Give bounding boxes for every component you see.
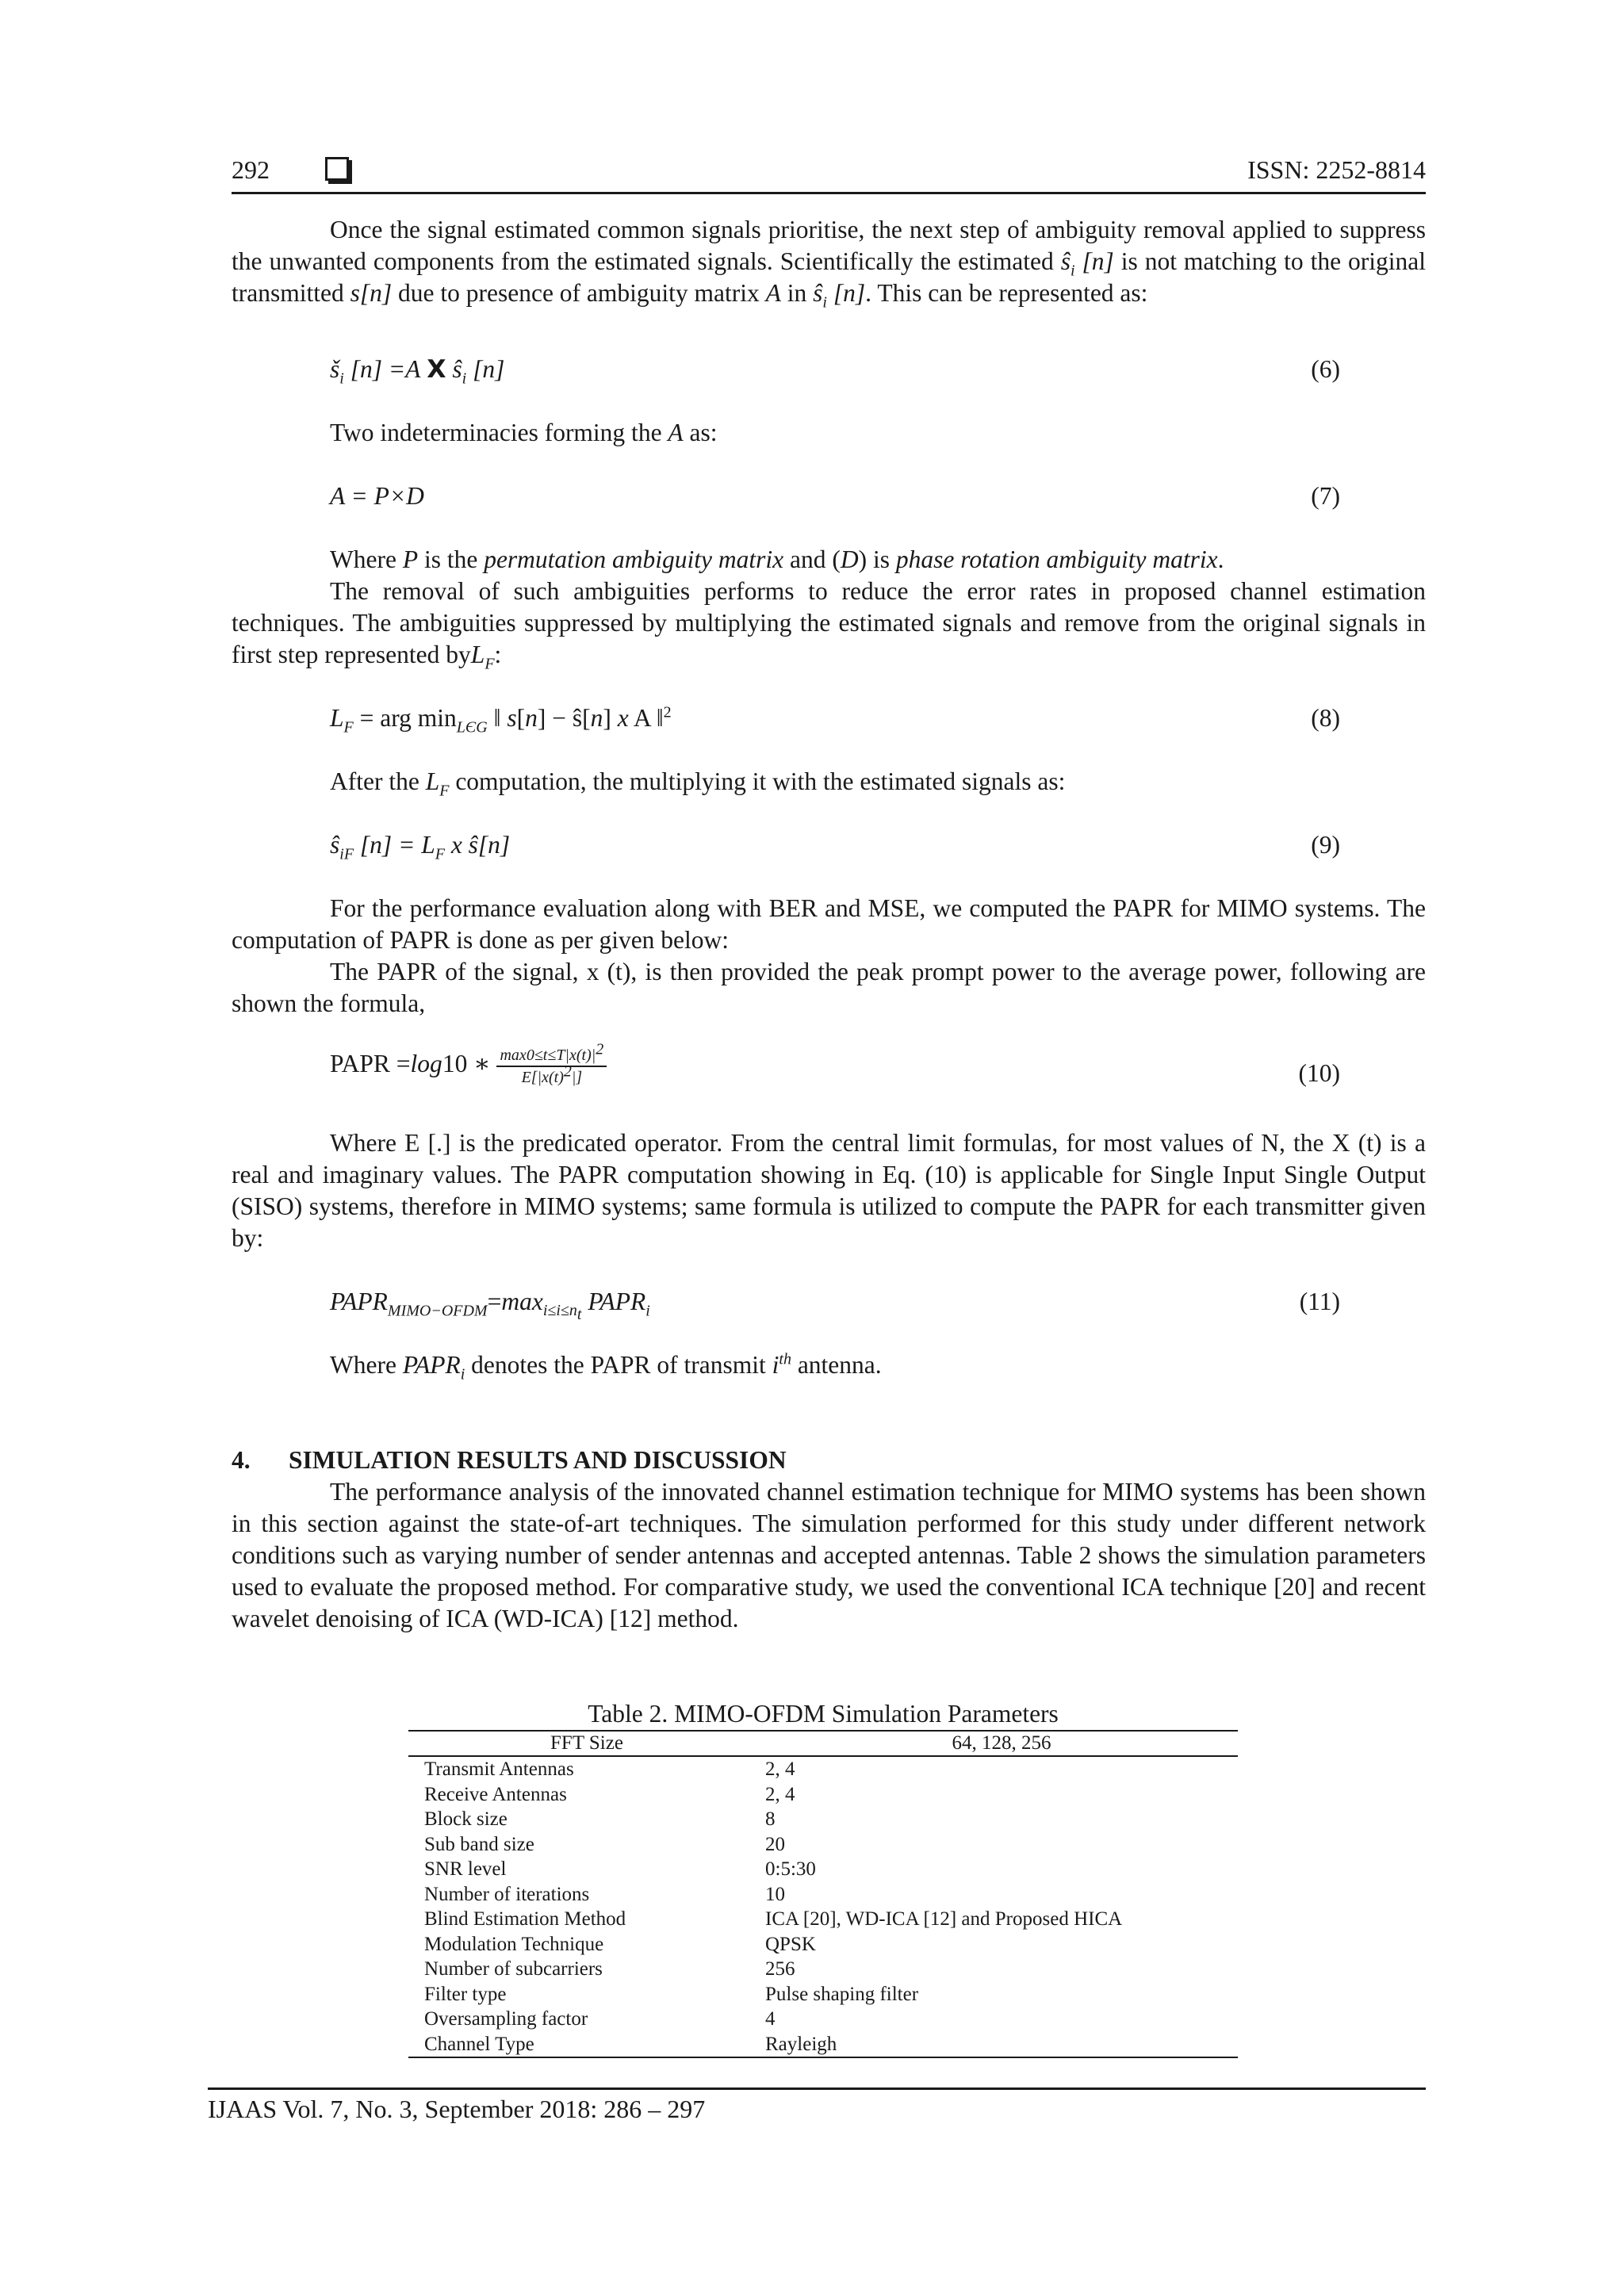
table-row: [408, 2007, 1238, 2032]
table-cell: QPSK: [765, 1933, 816, 1955]
parameters-table: [408, 1730, 1238, 2058]
equation-6: $š_i$ [n] =A X $ŝ_i$ [n] (6): [330, 355, 1340, 388]
table-cell: Rayleigh: [765, 2032, 1238, 2058]
table-cell: ICA [20], WD-ICA [12] and Proposed HICA: [765, 1908, 1123, 1930]
equation-7: A = P×D (7): [330, 482, 1340, 510]
table-cell: Number of iterations: [424, 1883, 590, 1905]
table-cell: 10: [765, 1883, 785, 1905]
table-row: [408, 1857, 1238, 1882]
table-cell: 8: [765, 1808, 776, 1830]
after-lf-text: After the $L_F$ computation, the multiplying it with the estimated signals as:: [330, 767, 1066, 800]
table-cell: 2, 4: [765, 1783, 795, 1805]
issn: ISSN: 2252-8814: [1247, 155, 1426, 184]
table-cell: Modulation Technique: [424, 1933, 604, 1955]
paragraph-performance: For the performance evaluation along with BER and MSE, we computed the PAPR for MIMO systems. The computation of PAPR is done as per given below:: [232, 894, 1426, 954]
table-row: [408, 1832, 1238, 1858]
table-row: [408, 1756, 1238, 1782]
where-papr-text: Where $PAPR_i$ denotes the PAPR of transmit $i^{th}$ antenna.: [330, 1350, 882, 1383]
table-row: [408, 1782, 1238, 1808]
table-caption: Table 2. MIMO-OFDM Simulation Parameters: [588, 1700, 1059, 1728]
section-heading: 4. SIMULATION RESULTS AND DISCUSSION: [232, 1446, 787, 1474]
table-cell: Blind Estimation Method: [424, 1908, 626, 1930]
equation-9: $ŝ_{iF}$ $[n] = L_F$ x ŝ[n] (9): [330, 831, 1340, 863]
table-row: [408, 1932, 1238, 1957]
table-cell: 2, 4: [765, 1758, 795, 1780]
page-header: [232, 155, 1426, 194]
table-cell: 256: [765, 1958, 795, 1980]
parameters-table-block: [408, 1698, 1238, 2058]
table-cell: 4: [765, 2008, 776, 2030]
table-cell: Number of subcarriers: [424, 1958, 603, 1980]
table-cell: Channel Type: [408, 2032, 765, 2058]
equation-11: $PAPR_{MIMO-OFDM}=\max_{i\le i\le n_t}$ $PAPR_i$ (11): [330, 1288, 1340, 1324]
paragraph-papr: The PAPR of the signal, x (t), is then provided the peak prompt power to the average power, following are shown the formula,: [232, 958, 1426, 1017]
equation-10: PAPR =log10 ∗ $\frac{\max 0\le t\le T|x(t)|^2}{E[|x(t)^2|]}$ (10): [330, 1040, 1340, 1087]
table-cell: Receive Antennas: [424, 1783, 567, 1805]
table-header-cell: FFT Size: [408, 1731, 765, 1756]
table-header-row: [408, 1731, 1238, 1756]
table-cell: Transmit Antennas: [424, 1758, 574, 1780]
paragraph-ambiguity: Once the signal estimated common signals prioritise, the next step of ambiguity removal applied to suppress the unwanted components from the estimated signals. Scientifically the estimated $ŝ_i$ [n] is not matching to the original transmitted s[n] due to presence of ambiguity matrix A in $ŝ_i$ [n]. This can be represented as:: [232, 216, 1426, 312]
table-row: [408, 1807, 1238, 1832]
table-header-cell: 64, 128, 256: [765, 1731, 1238, 1756]
indeterminacies-text: Two indeterminacies forming the A as:: [330, 419, 718, 446]
table-cell: Filter type: [424, 1983, 507, 2005]
table-row: [408, 2032, 1238, 2058]
page-footer: IJAAS Vol. 7, No. 3, September 2018: 286 – 297: [208, 2087, 1426, 2125]
table-row: [408, 1882, 1238, 1908]
table-row: [408, 1982, 1238, 2007]
table-row: [408, 1907, 1238, 1932]
table-cell: SNR level: [424, 1858, 507, 1880]
equation-8: $L_F$ = arg $\min_{LЄG}$ ‖ s[n] − ŝ[n] x A ‖$^2$ (8): [330, 703, 1340, 737]
paragraph-where-p: Where P is the permutation ambiguity matrix and (D) is phase rotation ambiguity matrix.: [330, 545, 1224, 573]
table-cell: Oversampling factor: [424, 2008, 588, 2030]
table-cell: Pulse shaping filter: [765, 1983, 919, 2005]
paragraph-removal: The removal of such ambiguities performs to reduce the error rates in proposed channel estimation techniques. The ambiguities suppressed by multiplying the estimated signals and remove from the original signals in first step represented byL$_F$:: [232, 577, 1426, 673]
page-number: 292: [232, 155, 270, 184]
table-cell: 20: [765, 1833, 785, 1855]
paragraph-simulation: The performance analysis of the innovated channel estimation technique for MIMO systems has been shown in this section against the state-of-art techniques. The simulation performed for this study under different network conditions such as varying number of sender antennas and accepted antennas. Table 2 shows the simulation parameters used to evaluate the proposed method. For comparative study, we used the conventional ICA technique [20] and recent wavelet denoising of ICA (WD-ICA) [12] method.: [232, 1478, 1426, 1632]
checkbox-glyph-icon: [325, 157, 349, 181]
body-text: [232, 214, 1426, 1635]
table-cell: Block size: [424, 1808, 508, 1830]
table-cell: 0:5:30: [765, 1858, 816, 1880]
table-row: [408, 1957, 1238, 1982]
paragraph-where-e: Where E [.] is the predicated operator. From the central limit formulas, for most values of N, the X (t) is a real and imaginary values. The PAPR computation showing in Eq. (10) is applicable for Single Input Single Output (SISO) systems, therefore in MIMO systems; same formula is utilized to compute the PAPR for each transmitter given by:: [232, 1129, 1426, 1252]
table-cell: Sub band size: [424, 1833, 534, 1855]
